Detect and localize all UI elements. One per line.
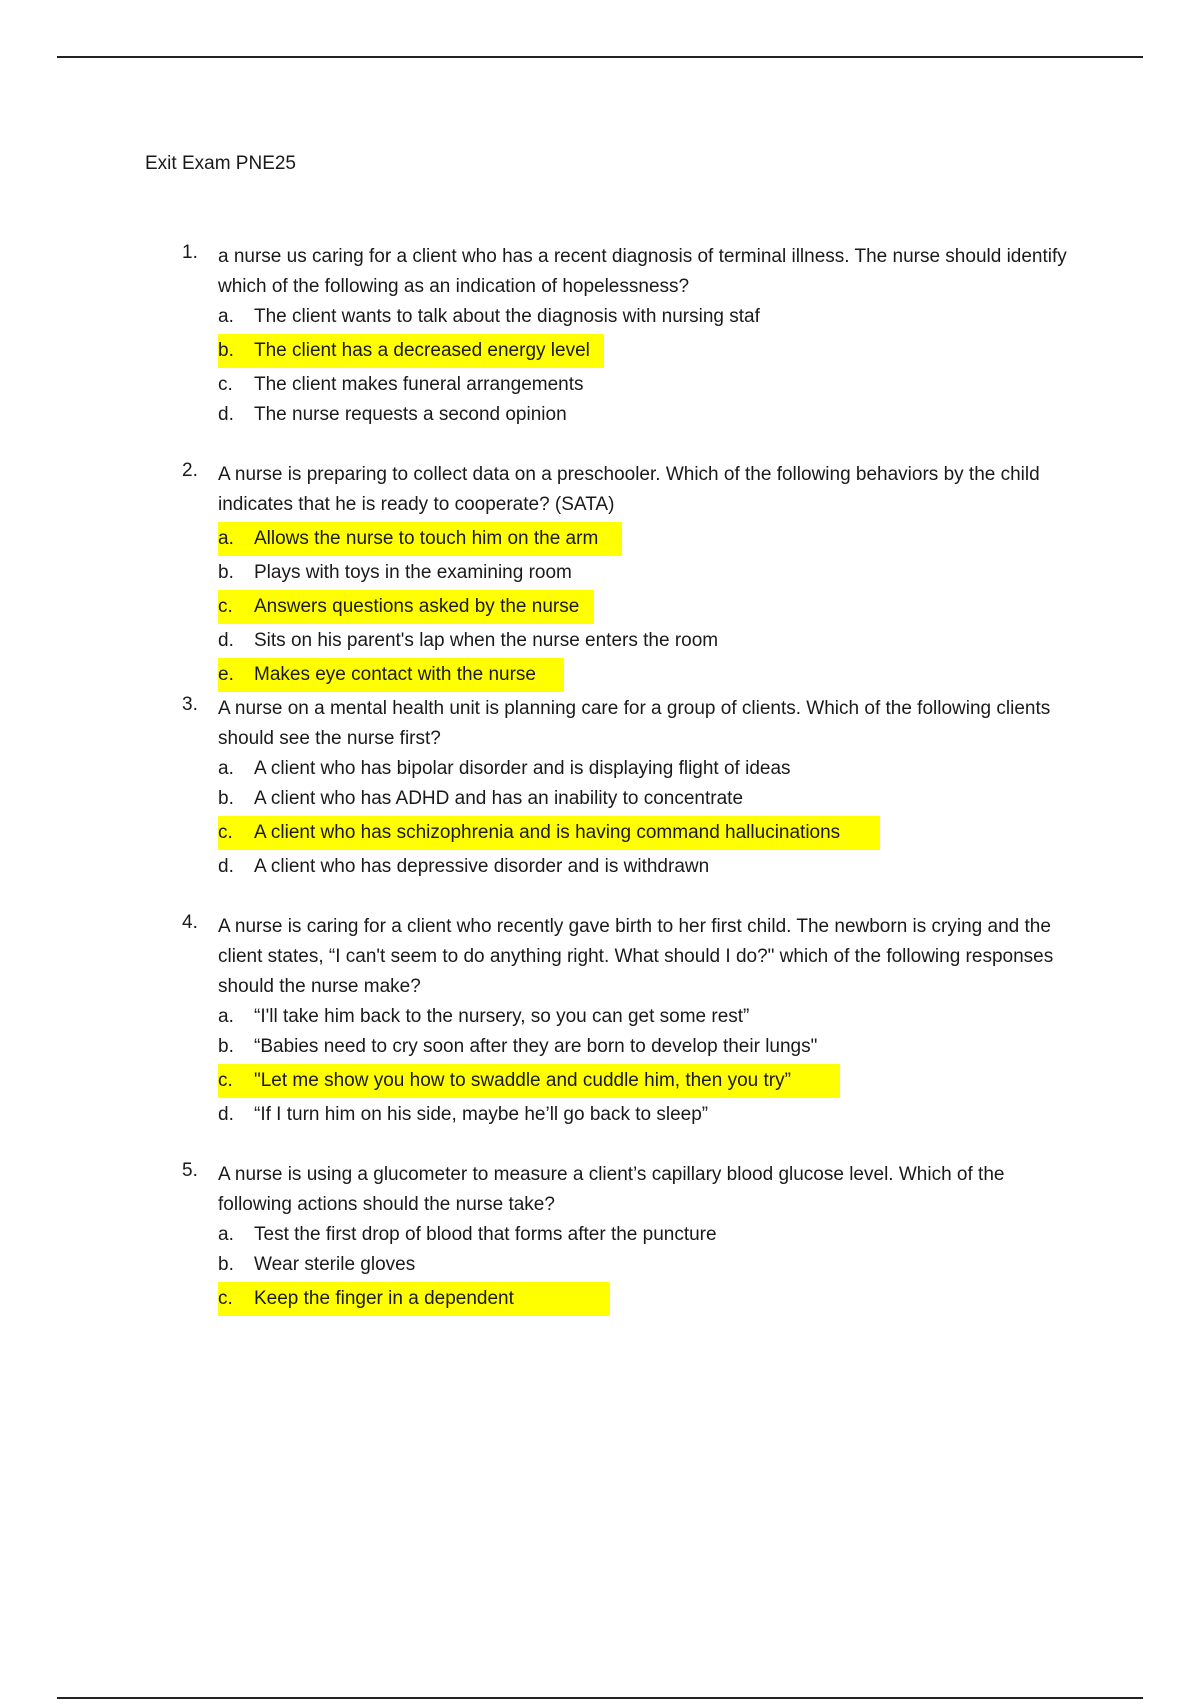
option-a (218, 754, 1083, 784)
option-text: Test the first drop of blood that forms after the puncture (254, 1224, 717, 1245)
option-text: “Babies need to cry soon after they are born to develop their lungs" (254, 1036, 818, 1057)
question-list (0, 242, 1200, 1318)
option-text: A client who has depressive disorder and is withdrawn (254, 856, 710, 877)
question-3 (182, 694, 1083, 882)
option-text: Sits on his parent's lap when the nurse enters the room (254, 630, 719, 651)
option-a (218, 302, 1083, 332)
option-text: Makes eye contact with the nurse (254, 664, 536, 685)
question-number: 1. (182, 242, 198, 263)
question-5 (182, 1160, 1083, 1316)
option-text: The client wants to talk about the diagnosis with nursing staf (254, 306, 760, 327)
option-c-highlighted (218, 1282, 610, 1316)
option-letter: b. (218, 1036, 234, 1057)
option-b (218, 558, 1083, 588)
document-title: Exit Exam PNE25 (145, 153, 296, 174)
option-letter: d. (218, 1104, 234, 1125)
option-letter: c. (218, 822, 233, 843)
option-letter: c. (218, 1288, 233, 1309)
bottom-rule (57, 1697, 1143, 1699)
option-letter: d. (218, 856, 234, 877)
option-b (218, 1032, 1083, 1062)
option-text: Plays with toys in the examining room (254, 562, 572, 583)
option-letter: b. (218, 562, 234, 583)
option-letter: a. (218, 758, 234, 779)
option-c-highlighted (218, 816, 880, 850)
option-a (218, 1002, 1083, 1032)
question-2 (182, 460, 1083, 692)
question-number: 4. (182, 912, 198, 933)
question-text: A nurse on a mental health unit is planning care for a group of clients. Which of the following clients should see the nurse first? (218, 698, 1051, 749)
option-text: Keep the finger in a dependent (254, 1288, 514, 1309)
option-text: “If I turn him on his side, maybe he’ll go back to sleep” (254, 1104, 709, 1125)
option-text: Wear sterile gloves (254, 1254, 416, 1275)
option-b (218, 1250, 1083, 1280)
option-text: Answers questions asked by the nurse (254, 596, 580, 617)
option-letter: d. (218, 404, 234, 425)
question-number: 2. (182, 460, 198, 481)
top-rule (57, 56, 1143, 58)
question-1 (182, 242, 1083, 430)
option-letter: b. (218, 788, 234, 809)
option-c-highlighted (218, 590, 594, 624)
option-text: The client makes funeral arrangements (254, 374, 584, 395)
option-a (218, 1220, 1083, 1250)
option-text: A client who has ADHD and has an inability to concentrate (254, 788, 744, 809)
option-letter: a. (218, 306, 234, 327)
option-text: The client has a decreased energy level (254, 340, 590, 361)
option-b-highlighted (218, 334, 604, 368)
option-a-highlighted (218, 522, 622, 556)
option-letter: d. (218, 630, 234, 651)
option-text: "Let me show you how to swaddle and cuddle him, then you try” (254, 1070, 791, 1091)
question-number: 5. (182, 1160, 198, 1181)
option-d (218, 852, 1083, 882)
option-letter: b. (218, 340, 234, 361)
question-text: A nurse is using a glucometer to measure a client’s capillary blood glucose level. Which of the following actions should the nurse take? (218, 1164, 1005, 1215)
option-c (218, 370, 1083, 400)
option-letter: c. (218, 596, 233, 617)
option-text: “I'll take him back to the nursery, so you can get some rest” (254, 1006, 750, 1027)
option-b (218, 784, 1083, 814)
option-c-highlighted (218, 1064, 840, 1098)
option-text: The nurse requests a second opinion (254, 404, 567, 425)
question-text: A nurse is caring for a client who recently gave birth to her first child. The newborn is crying and the client states, “I can't seem to do anything right. What should I do?" which of the following responses should the nurse make? (218, 916, 1054, 997)
option-e-highlighted (218, 658, 564, 692)
question-4 (182, 912, 1083, 1130)
option-d (218, 400, 1083, 430)
option-d (218, 1100, 1083, 1130)
option-letter: a. (218, 1006, 234, 1027)
option-letter: c. (218, 374, 233, 395)
option-d (218, 626, 1083, 656)
option-text: A client who has bipolar disorder and is displaying flight of ideas (254, 758, 791, 779)
option-letter: b. (218, 1254, 234, 1275)
question-text: A nurse is preparing to collect data on a preschooler. Which of the following behaviors by the child indicates that he is ready to cooperate? (SATA) (218, 464, 1040, 515)
question-text: a nurse us caring for a client who has a recent diagnosis of terminal illness. The nurse should identify which of the following as an indication of hopelessness? (218, 246, 1067, 297)
option-letter: e. (218, 664, 234, 685)
question-number: 3. (182, 694, 198, 715)
option-text: A client who has schizophrenia and is having command hallucinations (254, 822, 841, 843)
option-text: Allows the nurse to touch him on the arm (254, 528, 599, 549)
option-letter: c. (218, 1070, 233, 1091)
option-letter: a. (218, 528, 234, 549)
option-letter: a. (218, 1224, 234, 1245)
